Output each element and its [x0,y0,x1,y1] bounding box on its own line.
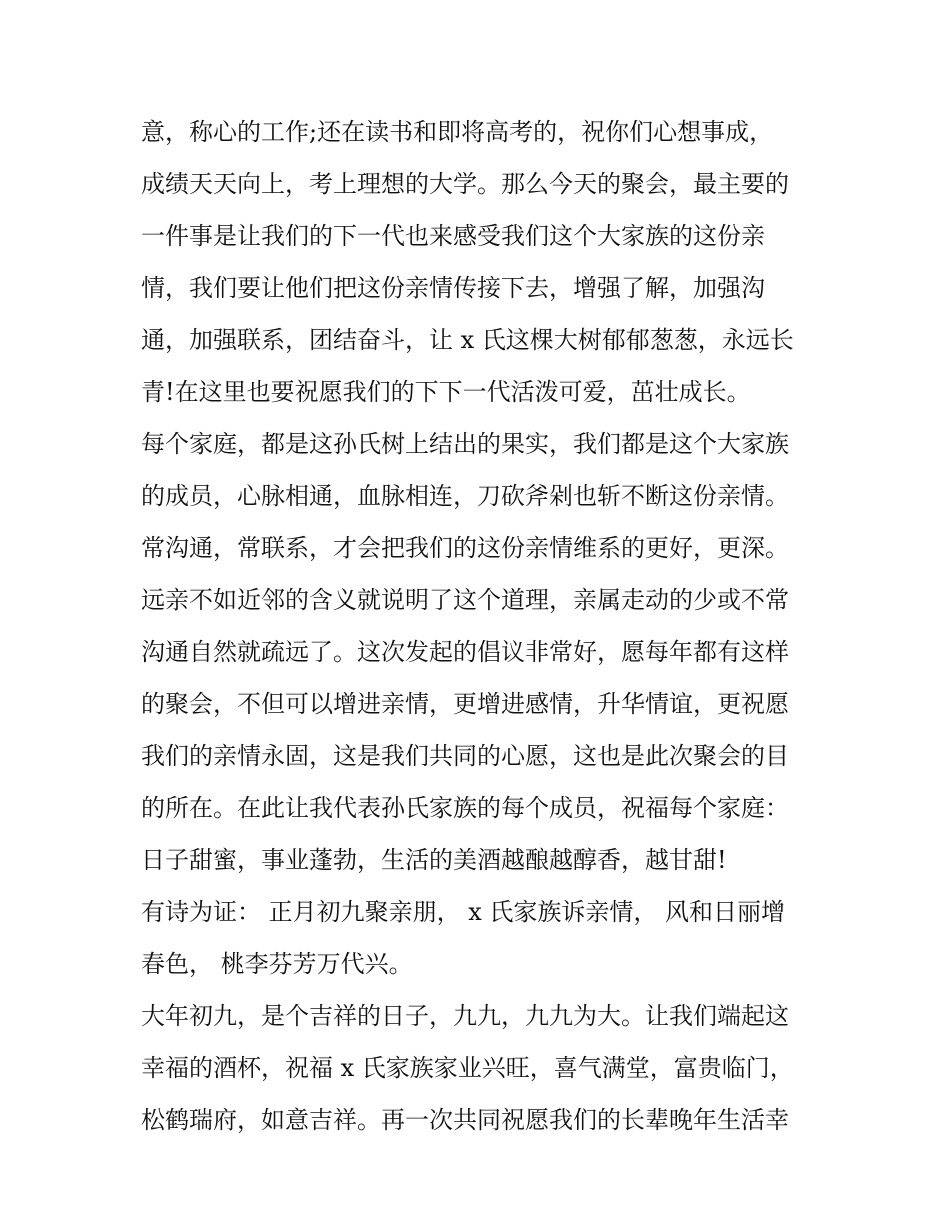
text-line: 一件事是让我们的下一代也来感受我们这个大家族的这份亲 [141,222,765,250]
text-line: 大年初九，是个吉祥的日子，九九，九九为大。让我们端起这 [141,1002,789,1030]
text-line: 的聚会，不但可以增进亲情，更增进感情，升华情谊，更祝愿 [141,690,789,718]
text-line: 春色， 桃李芬芳万代兴。 [141,950,413,978]
text-line: 通，加强联系，团结奋斗，让 x 氏这棵大树郁郁葱葱，永远长 [141,326,794,354]
text-line: 的成员，心脉相通，血脉相连，刀砍斧剁也斩不断这份亲情。 [141,482,789,510]
text-line: 远亲不如近邻的含义就说明了这个道理，亲属走动的少或不常 [141,586,789,614]
text-line: 幸福的酒杯，祝福 x 氏家族家业兴旺，喜气满堂，富贵临门， [141,1054,794,1082]
text-line: 青!在这里也要祝愿我们的下下一代活泼可爱，茁壮成长。 [141,378,751,406]
text-line: 情，我们要让他们把这份亲情传接下去，增强了解，加强沟 [141,274,765,302]
text-line: 我们的亲情永固，这是我们共同的心愿，这也是此次聚会的目 [141,742,789,770]
text-line: 成绩天天向上，考上理想的大学。那么今天的聚会，最主要的 [141,170,789,198]
text-line: 意，称心的工作;还在读书和即将高考的，祝你们心想事成， [141,118,774,146]
text-line: 每个家庭，都是这孙氏树上结出的果实，我们都是这个大家族 [141,430,789,458]
text-line: 的所在。在此让我代表孙氏家族的每个成员，祝福每个家庭： [141,794,789,822]
text-line: 常沟通，常联系，才会把我们的这份亲情维系的更好，更深。 [141,534,789,562]
text-line: 松鹤瑞府，如意吉祥。再一次共同祝愿我们的长辈晚年生活幸 [141,1106,789,1134]
text-line: 有诗为证： 正月初九聚亲朋， x 氏家族诉亲情， 风和日丽增 [141,898,786,926]
document-body [141,106,821,1146]
text-line: 日子甜蜜，事业蓬勃，生活的美酒越酿越醇香，越甘甜! [141,846,727,874]
text-line: 沟通自然就疏远了。这次发起的倡议非常好，愿每年都有这样 [141,638,789,666]
